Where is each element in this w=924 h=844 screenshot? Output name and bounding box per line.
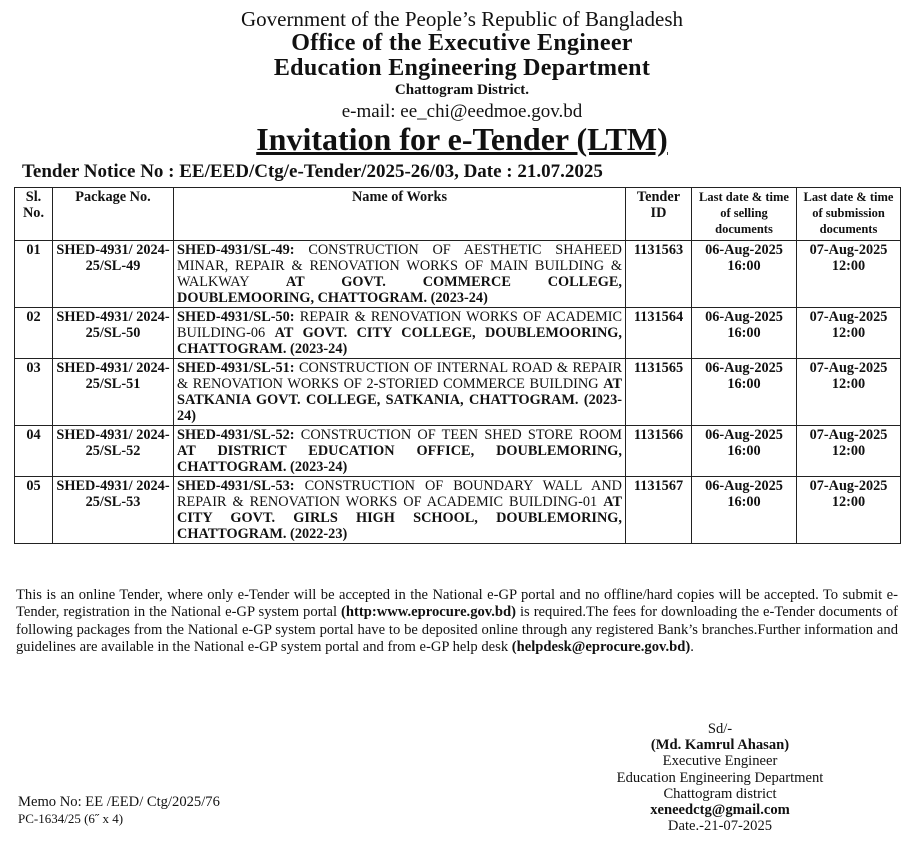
row-submission-date: 07-Aug-2025 12:00	[797, 241, 901, 308]
row-selling-date: 06-Aug-2025 16:00	[692, 426, 797, 477]
memo-number: Memo No: EE /EED/ Ctg/2025/76	[18, 794, 220, 810]
signatory-designation: Executive Engineer	[662, 753, 778, 770]
works-code: SHED-4931/SL-51:	[177, 360, 295, 376]
row-selling-date: 06-Aug-2025 16:00	[692, 241, 797, 308]
instructions-text-1: This is an online Tender, where only e-Tender will be accepted in the National e-GP portal and no offline/hard copies will be accepted. To submit e-Tender, registration in the National e-GP system portal	[16, 587, 898, 621]
row-package: SHED-4931/ 2024-25/SL-51	[53, 359, 174, 426]
works-location: AT CITY GOVT. GIRLS HIGH SCHOOL, DOUBLEMORING, CHATTOGRAM. (2022-23)	[177, 494, 622, 542]
row-works	[174, 477, 626, 544]
department-title: Education Engineering Department	[273, 55, 651, 81]
works-code: SHED-4931/SL-49:	[177, 242, 295, 258]
table-row	[15, 241, 901, 308]
works-code: SHED-4931/SL-50:	[177, 309, 295, 325]
row-sl: 01	[15, 241, 53, 308]
signatory-email: xeneedctg@gmail.com	[650, 802, 790, 819]
pc-number: PC-1634/25 (6˝ x 4)	[18, 811, 124, 826]
table-row	[15, 359, 901, 426]
helpdesk-email-link[interactable]: (helpdesk@eprocure.gov.bd)	[511, 639, 691, 656]
signature-sd: Sd/-	[707, 721, 733, 737]
row-tender-id: 1131566	[626, 426, 692, 477]
row-submission-date: 07-Aug-2025 12:00	[797, 426, 901, 477]
row-selling-date: 06-Aug-2025 16:00	[692, 477, 797, 544]
works-description: CONSTRUCTION OF BOUNDARY WALL AND REPAIR & RENOVATION WORKS OF ACADEMIC BUILDING-01	[177, 478, 622, 510]
works-location: AT DISTRICT EDUCATION OFFICE, DOUBLEMORING, CHATTOGRAM. (2023-24)	[177, 443, 622, 475]
works-description: CONSTRUCTION OF TEEN SHED STORE ROOM	[294, 427, 622, 443]
table-row	[15, 477, 901, 544]
signatory-name: (Md. Kamrul Ahasan)	[650, 737, 790, 754]
works-description: CONSTRUCTION OF AESTHETIC SHAHEED MINAR, REPAIR & RENOVATION WORKS OF MAIN BUILDING & WALKWAY	[177, 242, 622, 290]
signatory-district: Chattogram district	[663, 785, 777, 802]
row-works	[174, 241, 626, 308]
works-location: AT GOVT. COMMERCE COLLEGE, DOUBLEMOORING, CHATTOGRAM. (2023-24)	[177, 274, 622, 306]
row-selling-date: 06-Aug-2025 16:00	[692, 359, 797, 426]
header-submission-date: Last date & time of submission documents	[797, 188, 901, 241]
email-line: e-mail: ee_chi@eedmoe.gov.bd	[341, 101, 583, 122]
document-title: Invitation for e-Tender (LTM)	[256, 121, 668, 157]
header-works: Name of Works	[174, 188, 626, 241]
header-package: Package No.	[53, 188, 174, 241]
header-selling-date: Last date & time of selling documents	[692, 188, 797, 241]
row-works	[174, 308, 626, 359]
row-sl: 03	[15, 359, 53, 426]
government-line: Government of the People’s Republic of Bangladesh	[240, 7, 684, 31]
works-code: SHED-4931/SL-53:	[177, 478, 295, 494]
tender-notice-number: Tender Notice No : EE/EED/Ctg/e-Tender/2025-26/03, Date : 21.07.2025	[22, 161, 603, 182]
works-description: CONSTRUCTION OF INTERNAL ROAD & REPAIR & RENOVATION WORKS OF 2-STORIED COMMERCE BUILDING	[177, 360, 622, 392]
works-code: SHED-4931/SL-52:	[177, 427, 295, 443]
row-works	[174, 426, 626, 477]
office-title: Office of the Executive Engineer	[291, 30, 633, 56]
row-package: SHED-4931/ 2024-25/SL-49	[53, 241, 174, 308]
signature-block	[560, 721, 880, 834]
table-header-row	[15, 188, 901, 241]
row-sl: 05	[15, 477, 53, 544]
row-sl: 02	[15, 308, 53, 359]
eprocure-portal-link[interactable]: (http:www.eprocure.gov.bd)	[341, 604, 517, 621]
works-description: REPAIR & RENOVATION WORKS OF ACADEMIC BUILDING-06	[177, 309, 622, 341]
header-tender-id: Tender ID	[626, 188, 692, 241]
instructions-text-2: is required.The fees for downloading the e-Tender documents of following packages from the National e-GP system portal have to be deposited online through any registered Bank’s branches.Further information and guidelines are available in the National e-GP system portal and from e-GP help desk	[16, 604, 898, 656]
table-row	[15, 426, 901, 477]
signatory-department: Education Engineering Department	[616, 769, 824, 786]
signature-date: Date.-21-07-2025	[667, 818, 773, 835]
row-tender-id: 1131563	[626, 241, 692, 308]
instructions-text-3: .	[690, 639, 694, 656]
row-submission-date: 07-Aug-2025 12:00	[797, 308, 901, 359]
table-row	[15, 308, 901, 359]
works-location: AT GOVT. CITY COLLEGE, DOUBLEMOORING, CHATTOGRAM. (2023-24)	[177, 325, 622, 357]
row-sl: 04	[15, 426, 53, 477]
works-location: AT SATKANIA GOVT. COLLEGE, SATKANIA, CHATTOGRAM. (2023-24)	[177, 376, 622, 424]
row-tender-id: 1131564	[626, 308, 692, 359]
row-package: SHED-4931/ 2024-25/SL-50	[53, 308, 174, 359]
tender-instructions	[16, 587, 898, 657]
row-tender-id: 1131567	[626, 477, 692, 544]
row-submission-date: 07-Aug-2025 12:00	[797, 477, 901, 544]
row-selling-date: 06-Aug-2025 16:00	[692, 308, 797, 359]
district-line: Chattogram District.	[394, 82, 530, 98]
row-package: SHED-4931/ 2024-25/SL-53	[53, 477, 174, 544]
row-submission-date: 07-Aug-2025 12:00	[797, 359, 901, 426]
tender-table	[14, 187, 901, 544]
row-package: SHED-4931/ 2024-25/SL-52	[53, 426, 174, 477]
row-tender-id: 1131565	[626, 359, 692, 426]
header-sl: Sl. No.	[15, 188, 53, 241]
row-works	[174, 359, 626, 426]
